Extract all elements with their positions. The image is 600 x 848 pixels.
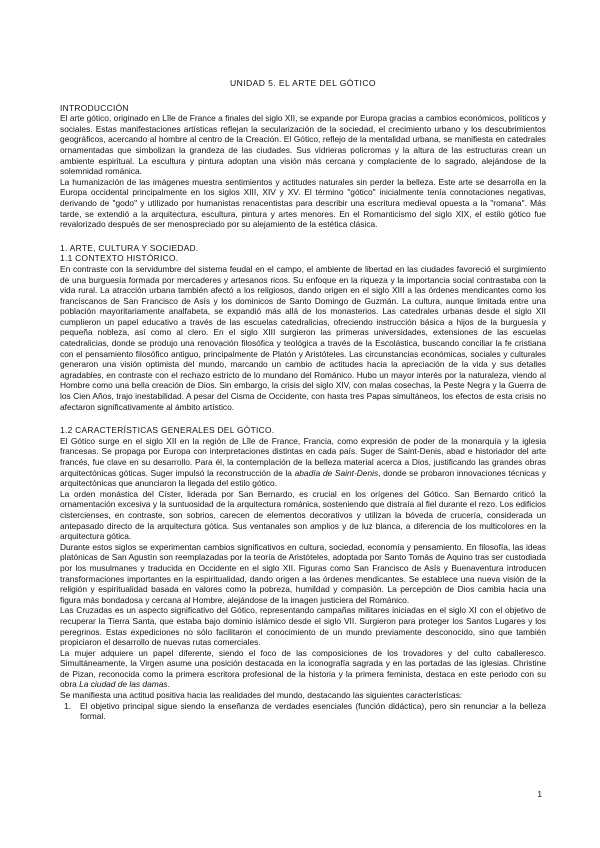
section-1-2-paragraph-5 (60, 648, 546, 690)
text-run: . (167, 679, 170, 690)
italic-work-title: La ciudad de las damas (79, 679, 168, 690)
intro-heading: INTRODUCCIÓN (60, 102, 129, 113)
document-page (60, 78, 546, 722)
intro-paragraph-2: La humanización de las imágenes muestra sentimientos y actitudes naturales sin perder la belleza. Este arte se desarrolla en la Europa occidental principalmente en los siglos XIII, XIV y XV. El término "gótico" inicialmente tenía connotaciones negativas, derivando de "godo" y utilizado por humanistas renacentistas para describir una escritura medieval opuesta a la "romana". Más tarde, se extendió a la arquitectura, escultura, pintura y artes menores. En el Romanticismo del siglo XIX, el estilo gótico fue revalorizado después de ser menospreciado por su alejamiento de la estética clásica. (60, 176, 546, 230)
text-run: La mujer adquiere un papel diferente, siendo el foco de las composiciones de los trovadores y del culto caballeresco. Simultáneamente, la Virgen asume una posición destacada en la iconografía sagrada y en las portadas de las iglesias. Christine de Pizan, reconocida como la primera escritora profesional de la historia y la primera feminista, destaca en este periodo con su obra (60, 647, 546, 690)
list-item (60, 701, 546, 722)
document-title: UNIDAD 5. EL ARTE DEL GÓTICO (229, 78, 377, 88)
page-number: 1 (537, 789, 542, 799)
text-run: El Gótico surge en el siglo XII en la región de Lîle de France, Francia, como expresión de poder de la monarquía y la iglesia francesas. Se propaga por Europa con interpretaciones distintas en cada país. Suger de Saint-Denis, abad e historiador del arte francés, fue clave en su desarrollo. Para él, la contemplación de la belleza material acerca a Dios, justificando las grandes obras arquitectónicas góticas. Suger impulsó la reconstrucción de la (60, 435, 546, 478)
section-1-2-paragraph-6: Se manifiesta una actitud positiva hacia las realidades del mundo, destacando las siguientes características: (60, 690, 463, 701)
section-1-2-paragraph-2: La orden monástica del Císter, liderada por San Bernardo, es crucial en los orígenes del Gótico. San Bernardo criticó la ornamentación excesiva y la suntuosidad de la arquitectura románica, sosteniendo que distraía al fiel durante el rezo. Los edificios cistercienses, en contraste, son sobrios, carecen de elementos decorativos y utilizan la bóveda de crucería, considerada un antepasado directo de la arquitectura gótica. Sus ventanales son amplios y de luz blanca, a diferencia de los multicolores en la arquitectura gótica. (60, 488, 546, 542)
characteristics-list (60, 701, 546, 722)
section-1-2-heading: 1.2 CARACTERÍSTICAS GENERALES DEL GÓTICO. (60, 425, 275, 436)
list-item-text: El objetivo principal sigue siendo la enseñanza de verdades esenciales (función didáctica), pero sin renunciar a la belleza formal. (80, 700, 546, 722)
list-item-number: 1. (64, 700, 71, 711)
intro-paragraph-1: El arte gótico, originado en Lîle de France a finales del siglo XII, se expande por Europa gracias a cambios económicos, políticos y sociales. Estas manifestaciones artísticas reflejan la secularización de la sociedad, el crecimiento urbano y los descubrimientos geográficos, acercando al hombre al centro de la Creación. El Gótico, reflejo de la mentalidad urbana, se manifiesta en catedrales ornamentadas que simbolizan la grandeza de las ciudades. Sus vidrieras policromas y la altura de las estructuras crean un ambiente espiritual. La escultura y pintura adoptan una visión más cercana y complaciente de lo sagrado, alejándose de la solemnidad románica. (60, 113, 546, 177)
section-1-2-paragraph-3: Durante estos siglos se experimentan cambios significativos en cultura, sociedad, economía y pensamiento. En filosofía, las ideas platónicas de San Agustín son reemplazadas por la teoría de Aristóteles, adoptada por Santo Tomás de Aquino tras ser custodiada por los musulmanes y traducida en Occidente en el siglo XII. Figuras como San Francisco de Asís y Buenaventura introducen transformaciones importantes en la espiritualidad, dando origen a las órdenes mendicantes. Se establece una nueva visión de la religión y espiritualidad basada en valores como la pobreza, humildad y compasión. La percepción de Dios cambia hacia una figura más bondadosa y cercana al Hombre, alejándose de la imagen justiciera del Románico. (60, 541, 546, 605)
section-1-2-paragraph-4: Las Cruzadas es un aspecto significativo del Gótico, representando campañas militares iniciadas en el siglo XI con el objetivo de recuperar la Tierra Santa, que estaba bajo dominio islámico desde el siglo VII. Surgieron para proteger los Santos Lugares y los peregrinos. Estas expediciones no sólo facilitaron el conocimiento de un mundo previamente desconocido, sino que también propiciaron el desarrollo de nuevas rutas comerciales. (60, 605, 546, 648)
section-1-1-paragraph: En contraste con la servidumbre del sistema feudal en el campo, el ambiente de libertad en las ciudades favoreció el surgimiento de una burguesía formada por mercaderes y artesanos ricos. Su enfoque en la riqueza y la importancia social contrastaba con la vida rural. La atracción urbana también afectó a los religiosos, dando origen en el siglo XIII a las órdenes mendicantes como los franciscanos de San Francisco de Asís y los dominicos de Santo Domingo de Guzmán. La cultura, aunque limitada entre una población mayoritariamente analfabeta, se expandió más allá de los monasterios. Las catedrales urbanas desde el siglo XII cumplieron un papel educativo a través de las escuelas catedralicias, ofreciendo instrucción básica a hijos de la burguesía y pequeña nobleza, así como al clero. En el siglo XIII surgieron las primeras universidades, extensiones de las escuelas catedralicias, donde se produjo una renovación filosófica y teológica a través de la Escolástica, buscando conciliar la fe cristiana con el pensamiento filosófico antiguo, principalmente de Platón y Aristóteles. Las circunstancias económicas, sociales y culturales generaron una visión optimista del mundo, marcando un cambio de actitudes hacia la apreciación de la vida y sus detalles agradables, en contraste con el rechazo estricto de lo mundano del Románico. Hubo un mayor interés por la naturaleza, viendo al Hombre como una bella creación de Dios. Sin embargo, la crisis del siglo XIV, con malas cosechas, la Peste Negra y la Guerra de los Cien Años, trajo inestabilidad. A pesar del Cisma de Occidente, con hasta tres Papas simultáneos, los efectos de esta crisis no afectaron significativamente al ámbito artístico. (60, 263, 546, 412)
section-1-2-paragraph-1 (60, 436, 546, 489)
section-1-1-heading: 1.1 CONTEXTO HISTÓRICO. (60, 253, 179, 264)
text-run: , donde se probaron innovaciones técnicas y arquitectónicas que anunciaron la llegada del estilo gótico. (60, 467, 547, 489)
italic-work-title: abadía de Saint-Denis (294, 467, 379, 478)
section-1-heading: 1. ARTE, CULTURA Y SOCIEDAD. (60, 242, 199, 253)
